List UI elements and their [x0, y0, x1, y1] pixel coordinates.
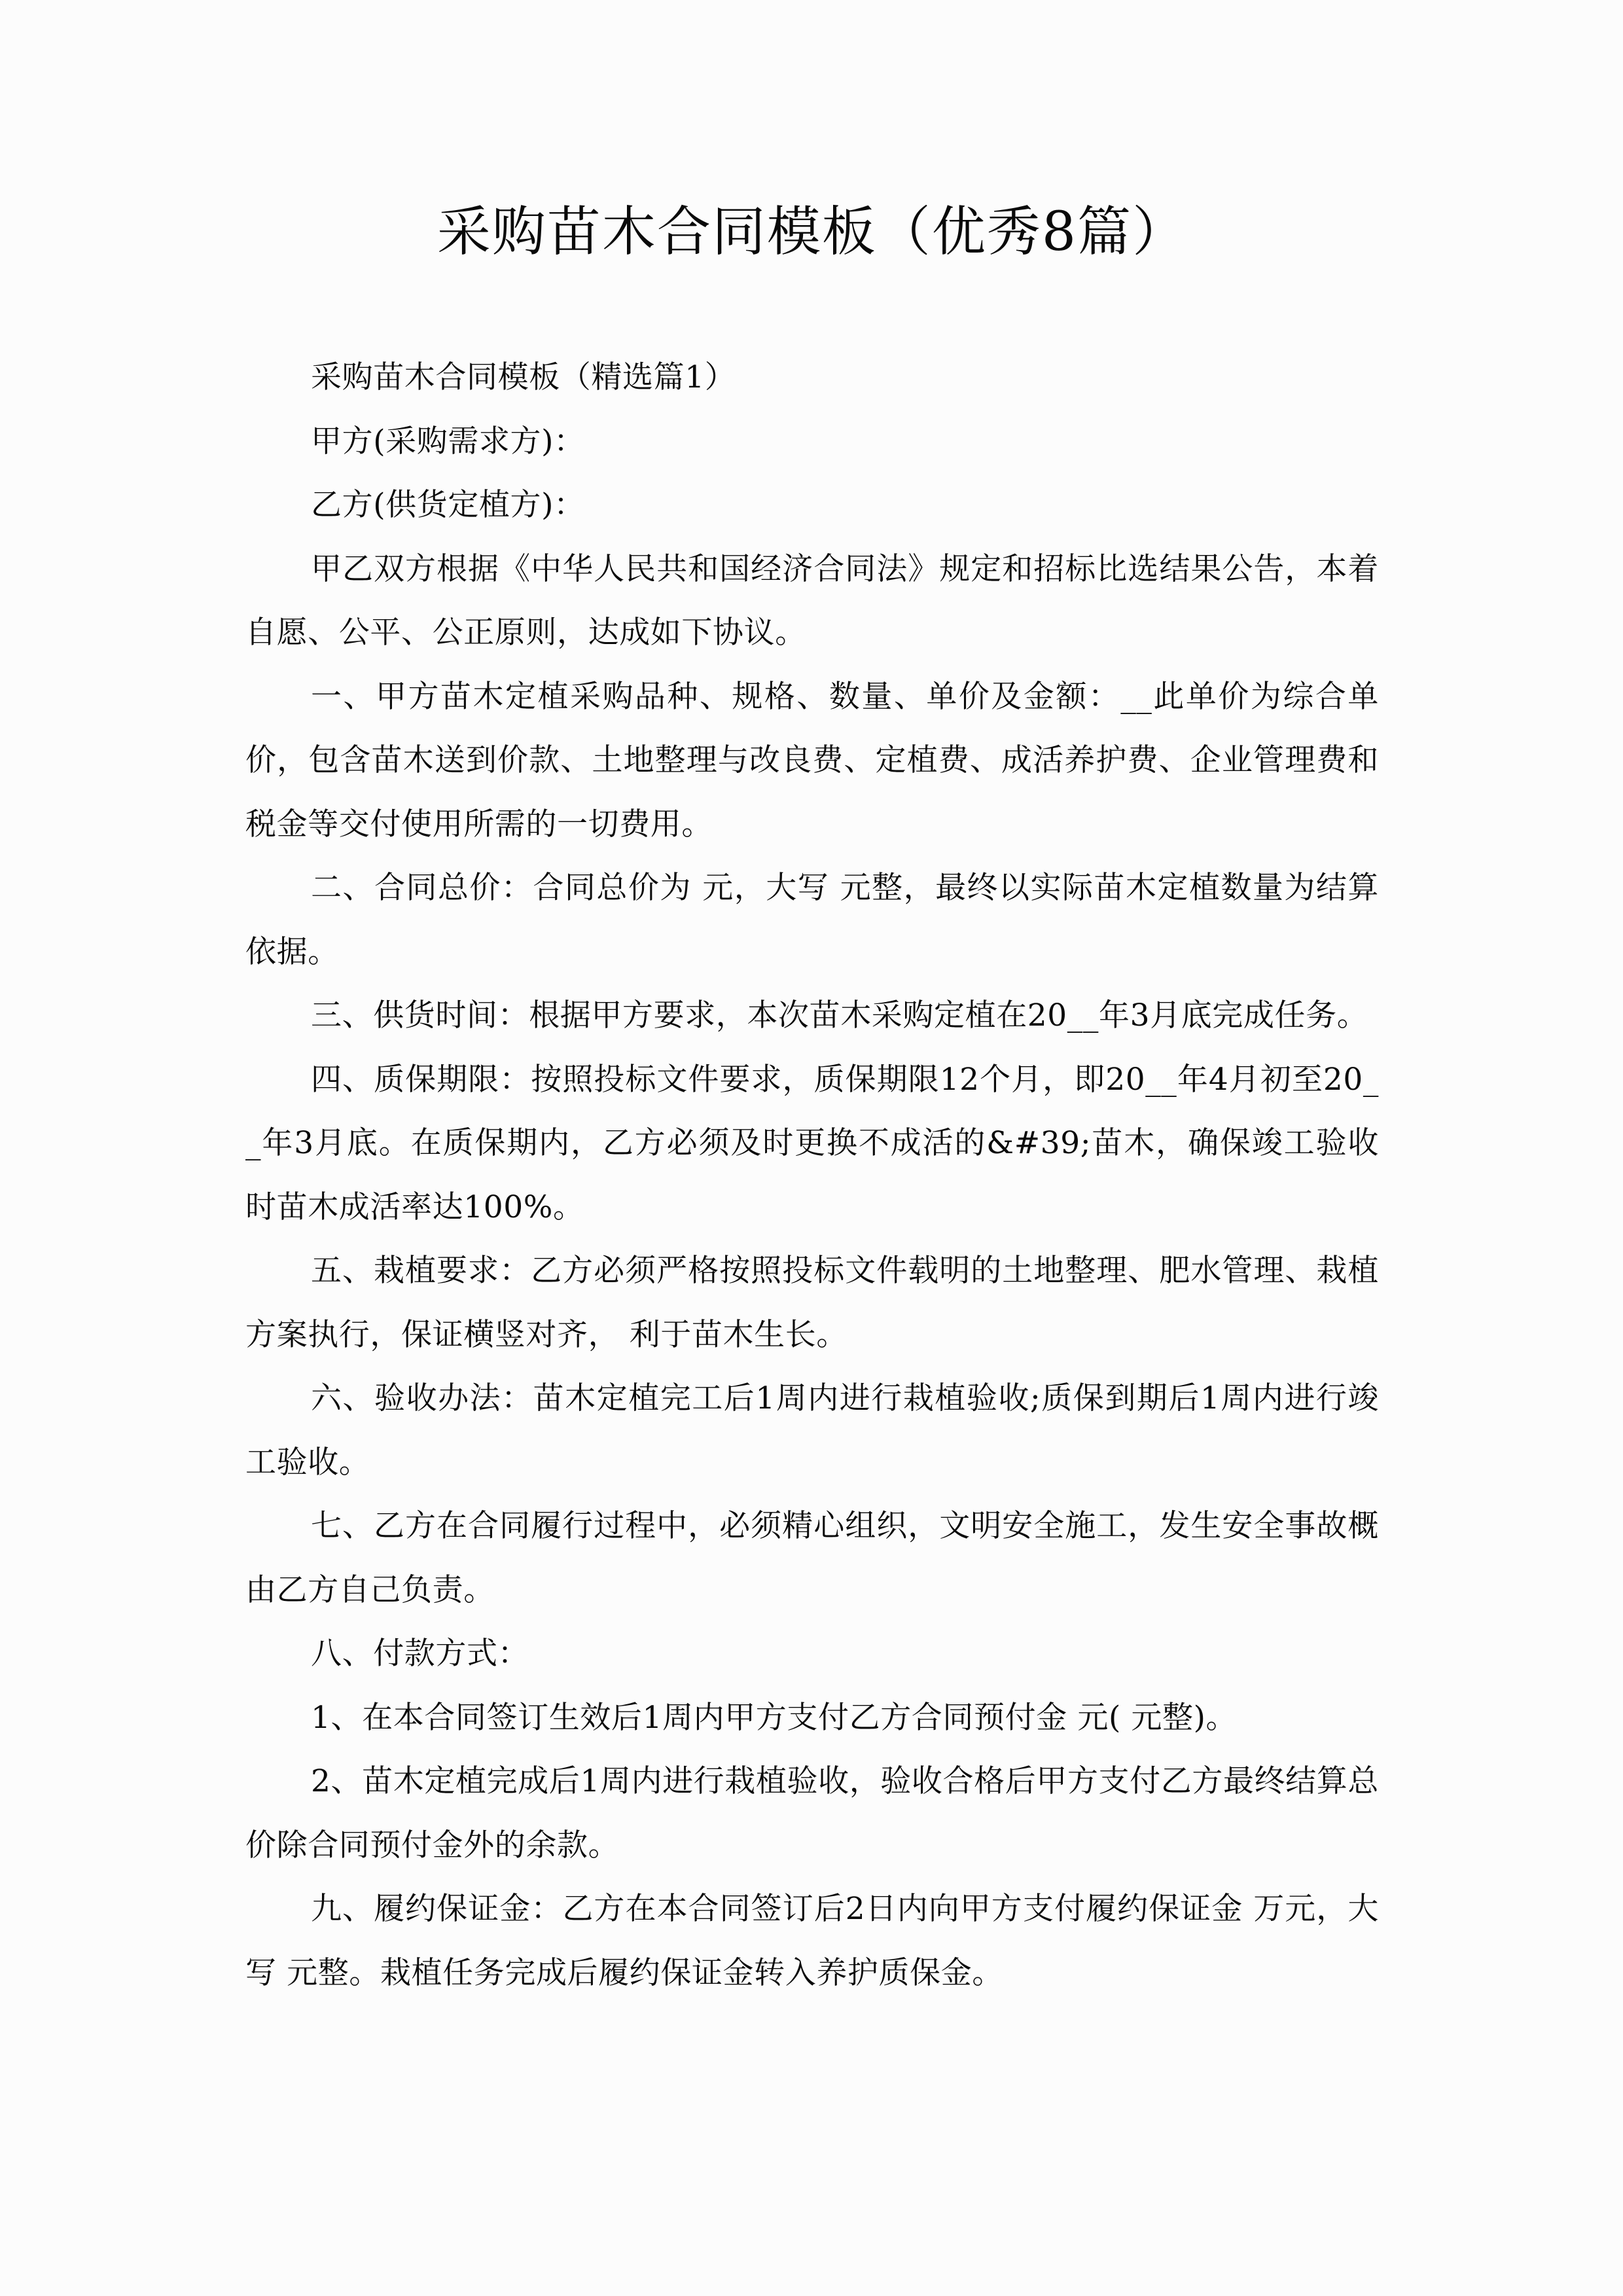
clause-8-heading: 八、付款方式：: [311, 1636, 529, 1672]
section-heading: 采购苗木合同模板（精选篇1）: [311, 359, 736, 395]
party-a-line: 甲方(采购需求方)：: [311, 423, 585, 459]
clause-6-paragraph: 六、验收办法：苗木定植完工后1周内进行栽植验收;质保到期后1周内进行竣工验收。: [245, 1380, 1379, 1480]
party-b-line: 乙方(供货定植方)：: [311, 487, 585, 523]
clause-2-paragraph: 二、合同总价：合同总价为 元，大写 元整，最终以实际苗木定植数量为结算依据。: [245, 870, 1379, 970]
preamble-paragraph: 甲乙双方根据《中华人民共和国经济合同法》规定和招标比选结果公告，本着自愿、公平、公正原则，达成如下协议。: [245, 550, 1379, 651]
clause-5-paragraph: 五、栽植要求：乙方必须严格按照投标文件载明的土地整理、肥水管理、栽植方案执行，保证横竖对齐， 利于苗木生长。: [245, 1253, 1379, 1353]
payment-item-1: 1、在本合同签订生效后1周内甲方支付乙方合同预付金 元( 元整)。: [311, 1699, 1238, 1736]
clause-3-paragraph: 三、供货时间：根据甲方要求，本次苗木采购定植在20__年3月底完成任务。: [311, 997, 1368, 1033]
clause-9-paragraph: 九、履约保证金：乙方在本合同签订后2日内向甲方支付履约保证金 万元，大写 元整。栽植任务完成后履约保证金转入养护质保金。: [245, 1891, 1379, 1991]
clause-7-paragraph: 七、乙方在合同履行过程中，必须精心组织，文明安全施工，发生安全事故概由乙方自己负责。: [245, 1508, 1379, 1608]
payment-item-2: 2、苗木定植完成后1周内进行栽植验收，验收合格后甲方支付乙方最终结算总价除合同预付金外的余款。: [245, 1763, 1379, 1863]
document-title: 采购苗木合同模板（优秀8篇）: [437, 201, 1188, 263]
clause-4-paragraph: 四、质保期限：按照投标文件要求，质保期限12个月，即20__年4月初至20__年3月底。在质保期内，乙方必须及时更换不成活的&#39;苗木，确保竣工验收时苗木成活率达100%。: [245, 1061, 1379, 1225]
clause-1-paragraph: 一、甲方苗木定植采购品种、规格、数量、单价及金额：__此单价为综合单价，包含苗木送到价款、土地整理与改良费、定植费、成活养护费、企业管理费和税金等交付使用所需的一切费用。: [245, 678, 1379, 842]
document-body: [245, 346, 1379, 2005]
